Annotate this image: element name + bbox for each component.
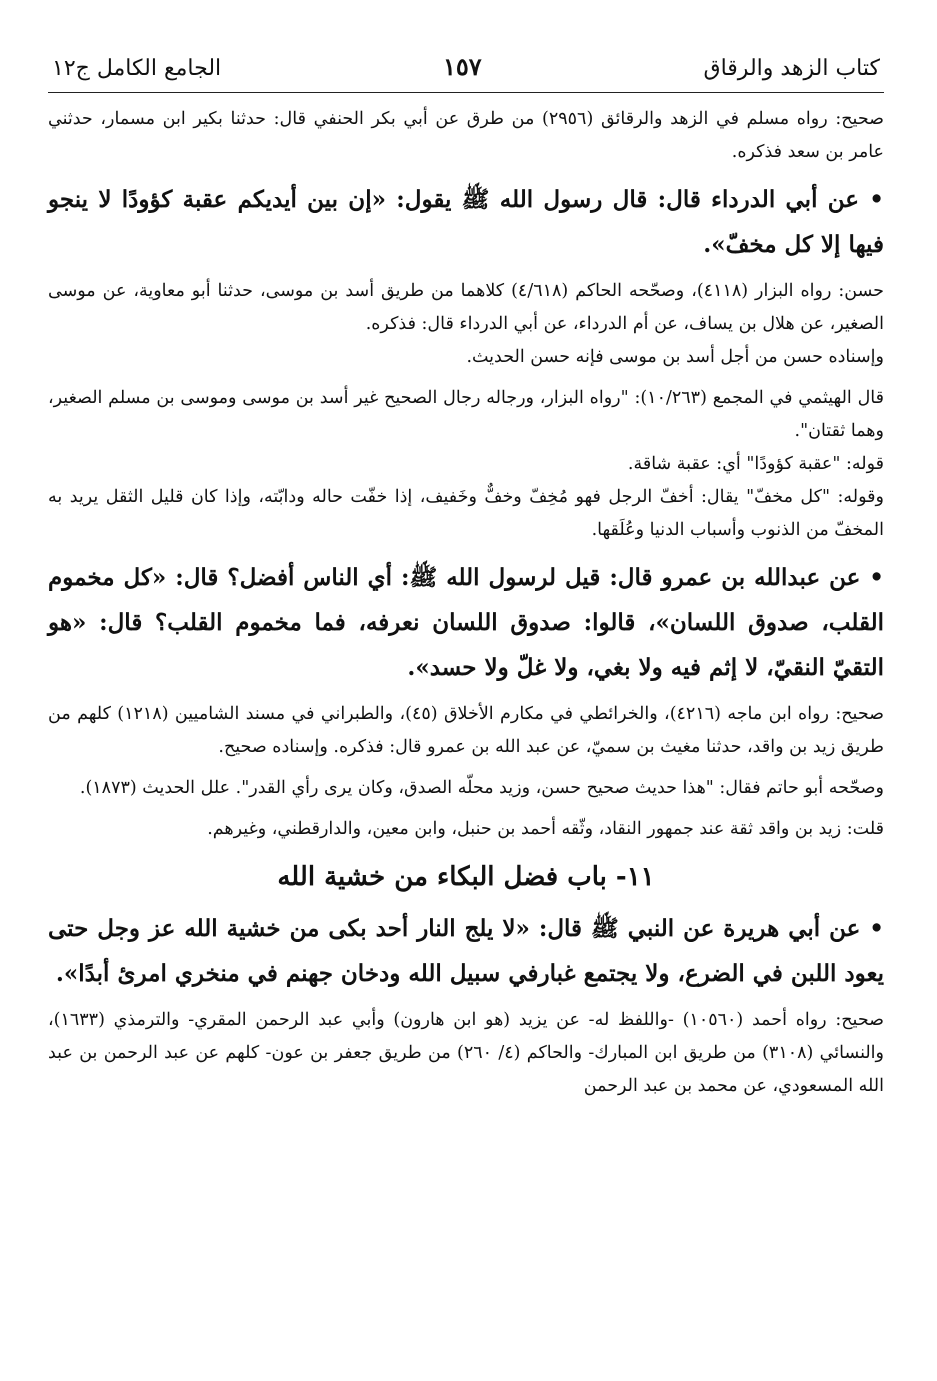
page-body	[48, 93, 884, 1103]
commentary-note: قلت: زيد بن واقد ثقة عند جمهور النقاد، وثّقه أحمد بن حنبل، وابن معين، والدارقطني، وغيرهم.	[207, 819, 884, 839]
hadith-text: • عن أبي هريرة عن النبي ﷺ قال: «لا يلج النار أحد بكى من خشية الله عز وجل حتى يعود اللبن في الضرع، ولا يجتمع غبارفي سبيل الله ودخان جهنم في منخري امرئ أبدًا».	[48, 915, 884, 987]
commentary-note: وإسناده حسن من أجل أسد بن موسى فإنه حسن الحديث.	[466, 347, 884, 367]
takhrij-note: صحيح: رواه مسلم في الزهد والرقائق (٢٩٥٦) من طرق عن أبي بكر الحنفي قال: حدثنا بكير ابن مسمار، حدثني عامر بن سعد فذكره.	[48, 109, 884, 162]
commentary-note: قوله: "عقبة كؤودًا" أي: عقبة شاقة.	[627, 454, 884, 474]
book-title: كتاب الزهد والرقاق	[703, 56, 880, 81]
page-number: ١٥٧	[443, 52, 482, 81]
collection-volume: الجامع الكامل ج١٢	[52, 56, 222, 81]
hadith-text: • عن أبي الدرداء قال: قال رسول الله ﷺ يقول: «إن بين أيديكم عقبة كؤودًا لا ينجو فيها إلا كل مخفّ».	[48, 186, 884, 258]
commentary-note: وقوله: "كل مخفّ" يقال: أخفّ الرجل فهو مُخِفّ وخفٌّ وخَفيف، إذا خفّت حاله ودابّته، وإذا كان قليل الثقل يريد به المخفّ من الذنوب وأسباب الدنيا وعُلَقها.	[48, 487, 884, 540]
takhrij-note: صحيح: رواه أحمد (١٠٥٦٠) -واللفظ له- عن يزيد (هو ابن هارون) وأبي عبد الرحمن المقري- والترمذي (١٦٣٣)، والنسائي (٣١٠٨) من طريق ابن المبارك- والحاكم (٤/ ٢٦٠) من طريق جعفر بن عون- كلهم عن عبد الرحمن بن عبد الله المسعودي، عن محمد بن عبد الرحمن	[48, 1010, 884, 1096]
takhrij-note: صحيح: رواه ابن ماجه (٤٢١٦)، والخرائطي في مكارم الأخلاق (٤٥)، والطبراني في مسند الشاميين (١٢١٨) كلهم من طريق زيد بن واقد، حدثنا مغيث بن سميّ، عن عبد الله بن عمرو قال: فذكره. وإسناده صحيح.	[48, 704, 884, 757]
commentary-note: قال الهيثمي في المجمع (١٠/٢٦٣): "رواه البزار، ورجاله رجال الصحيح غير أسد بن موسى وموسى بن مسلم الصغير، وهما ثقتان".	[48, 388, 884, 441]
book-page	[48, 52, 884, 1103]
chapter-title: ١١- باب فضل البكاء من خشية الله	[277, 862, 655, 892]
commentary-note: وصحّحه أبو حاتم فقال: "هذا حديث صحيح حسن، وزيد محلّه الصدق، وكان يرى رأي القدر". علل الحديث (١٨٧٣).	[79, 778, 884, 798]
page-header	[48, 52, 884, 93]
hadith-text: • عن عبدالله بن عمرو قال: قيل لرسول الله ﷺ: أي الناس أفضل؟ قال: «كل مخموم القلب، صدوق اللسان»، قالوا: صدوق اللسان نعرفه، فما مخموم القلب؟ قال: «هو التقيّ النقيّ، لا إثم فيه ولا بغي، ولا غلّ ولا حسد».	[48, 564, 884, 681]
takhrij-note: حسن: رواه البزار (٤١١٨)، وصحّحه الحاكم (٤/٦١٨) كلاهما من طريق أسد بن موسى، حدثنا أبو معاوية، عن موسى الصغير، عن هلال بن يساف، عن أم الدرداء، عن أبي الدرداء قال: فذكره.	[48, 281, 884, 334]
